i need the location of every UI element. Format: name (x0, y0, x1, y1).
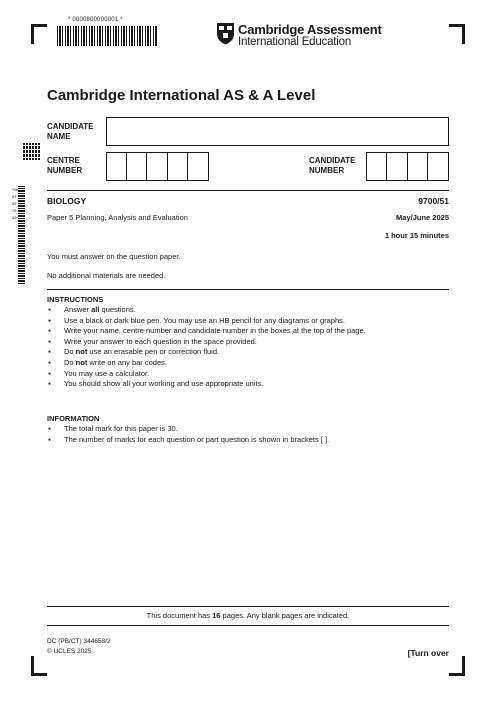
instruction-item: ● You should show all your working and use appropriate units. (47, 379, 366, 390)
qr-code (23, 143, 40, 160)
candidate-number-label-line1: CANDIDATE (309, 156, 356, 165)
page-count-note (47, 611, 449, 620)
instruction-item: ● You may use a calculator. (47, 369, 366, 380)
information-heading: INFORMATION (47, 414, 100, 423)
side-barcode-code: *5891457642* (12, 187, 19, 220)
instructions-heading: INSTRUCTIONS (47, 295, 104, 304)
candidate-number-label-line2: NUMBER (309, 166, 345, 175)
subject: BIOLOGY (47, 196, 87, 206)
candidate-name-label-line2: NAME (47, 132, 71, 141)
crop-mark-bottom-right-v (462, 656, 465, 676)
crop-mark-bottom-left-v (31, 656, 34, 676)
centre-number-digit-5[interactable] (187, 152, 209, 181)
turn-over: [Turn over (407, 648, 449, 658)
instruction-item: ● Answer all questions. (47, 305, 366, 316)
candidate-name-field[interactable] (106, 117, 449, 146)
divider-footer (47, 606, 449, 607)
instruction-item: ● Write your name, centre number and candidate number in the boxes at the top of the page. (47, 326, 366, 337)
org-name-line2: International Education (238, 36, 352, 48)
paper-name: Paper 5 Planning, Analysis and Evaluation (47, 213, 188, 222)
page-count-number: 16 (212, 611, 221, 620)
instruction-item: ● Write your answer to each question in the space provided. (47, 337, 366, 348)
candidate-name-label-line1: CANDIDATE (47, 122, 94, 131)
barcode-number: * 0000800000001 * (68, 17, 123, 23)
candidate-number-digit-4[interactable] (427, 152, 449, 181)
cambridge-shield-icon (216, 22, 235, 45)
information-list (47, 424, 329, 445)
crop-mark-top-left-v (31, 24, 34, 44)
page-title: Cambridge International AS & A Level (47, 87, 316, 104)
candidate-number-digit-2[interactable] (386, 152, 408, 181)
paper-code: 9700/51 (418, 196, 449, 206)
candidate-number-digit-3[interactable] (407, 152, 428, 181)
duration: 1 hour 15 minutes (384, 231, 449, 240)
information-item: ● The total mark for this paper is 30. (47, 424, 329, 435)
copyright: © UCLES 2025 (47, 648, 92, 655)
centre-number-digit-2[interactable] (126, 152, 147, 181)
centre-number-label-line2: NUMBER (47, 166, 83, 175)
centre-number-label-line1: CENTRE (47, 156, 80, 165)
page-count-post: pages. Any blank pages are indicated. (220, 611, 350, 620)
note-no-materials: No additional materials are needed. (47, 271, 166, 280)
side-barcode (18, 186, 25, 284)
centre-number-digit-4[interactable] (167, 152, 188, 181)
candidate-number-label (309, 156, 356, 176)
document-code: DC (PB/CT) 344658/2 (47, 638, 111, 645)
divider-footer-bottom (47, 625, 449, 626)
crop-mark-top-right-v (462, 24, 465, 44)
divider-middle (47, 289, 449, 290)
instruction-item: ● Do not write on any bar codes. (47, 358, 366, 369)
centre-number-digit-1[interactable] (106, 152, 127, 181)
candidate-number-digit-1[interactable] (366, 152, 387, 181)
centre-number-digit-3[interactable] (146, 152, 168, 181)
session: May/June 2025 (396, 213, 449, 222)
divider-top (47, 190, 449, 191)
page-count-pre: This document has (146, 611, 213, 620)
org-name-line1: Cambridge Assessment (238, 22, 382, 37)
barcode-top (57, 26, 157, 46)
note-answer-on-paper: You must answer on the question paper. (47, 252, 181, 261)
candidate-name-label (47, 122, 94, 142)
centre-number-label (47, 156, 82, 176)
instructions-list (47, 305, 366, 390)
instruction-item: ● Do not use an erasable pen or correction fluid. (47, 347, 366, 358)
information-item: ● The number of marks for each question or part question is shown in brackets [ ]. (47, 435, 329, 446)
instruction-item: ● Use a black or dark blue pen. You may use an HB pencil for any diagrams or graphs. (47, 316, 366, 327)
